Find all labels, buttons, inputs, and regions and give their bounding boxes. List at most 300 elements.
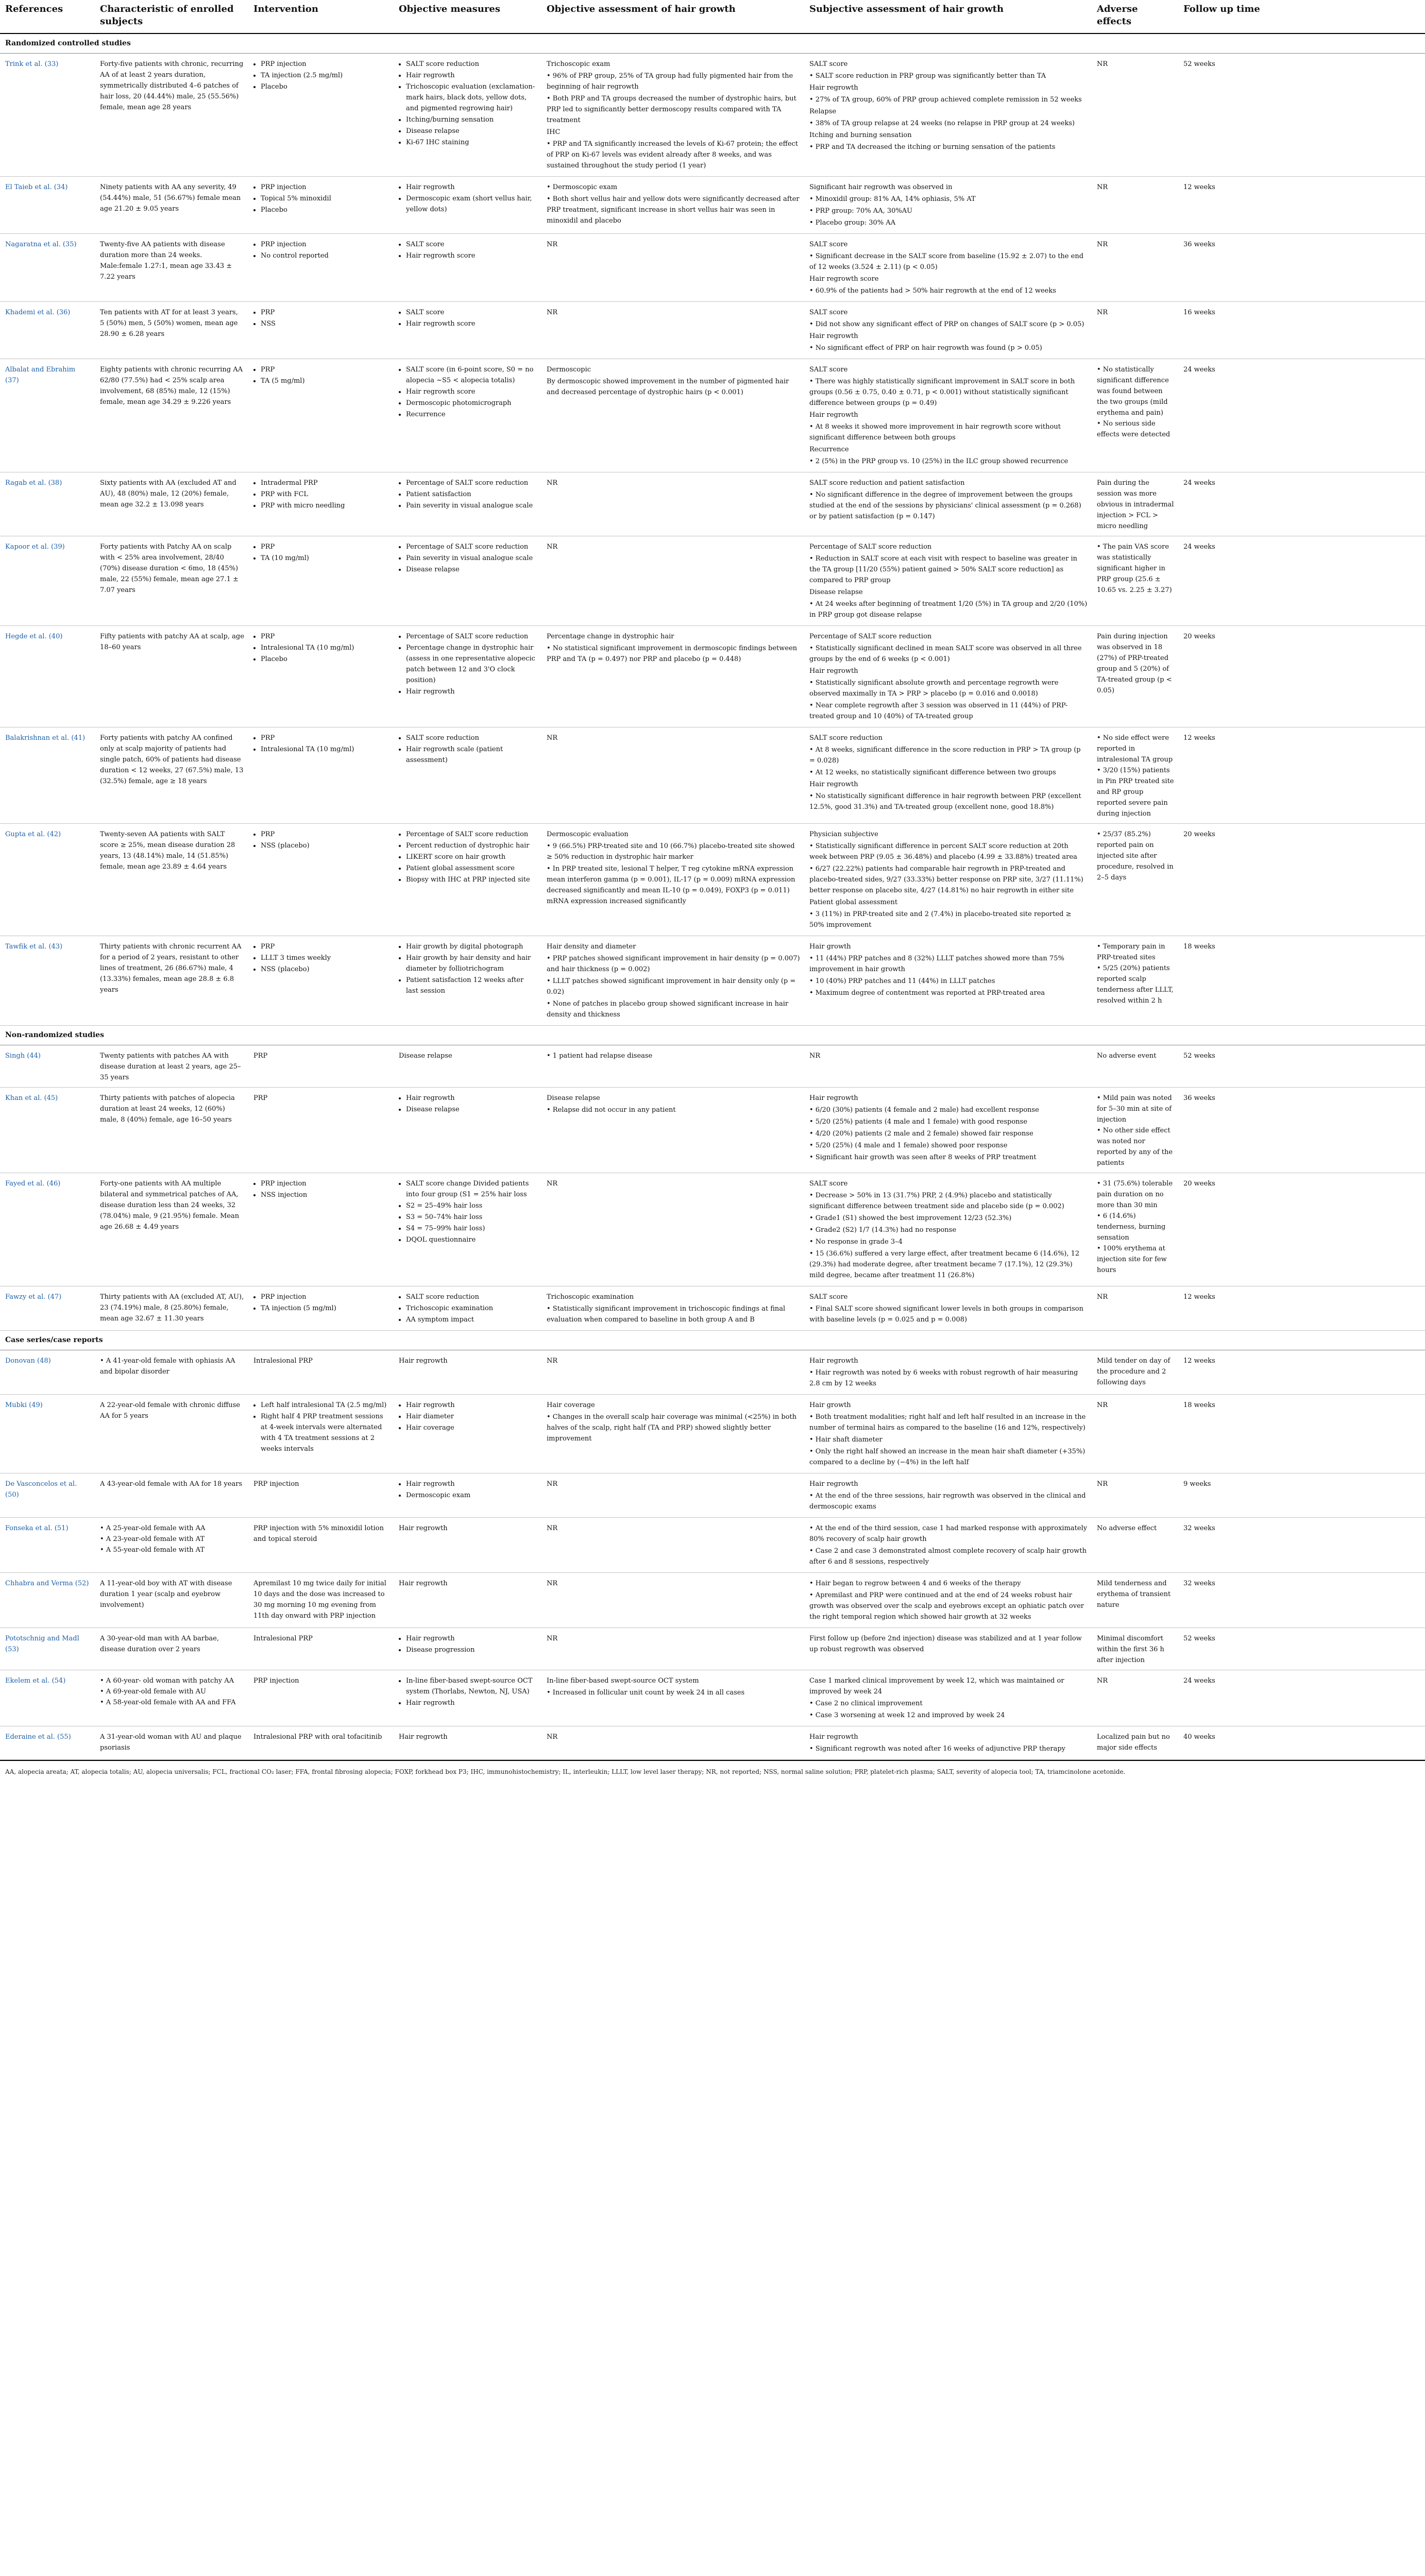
cell-intervention-item: • Left half intralesional TA (2.5 mg/ml) — [261, 1400, 389, 1411]
cell-objective-assessment — [541, 472, 804, 536]
cell-intervention-item: • Placebo — [261, 81, 389, 92]
cell-intervention — [248, 359, 394, 472]
cell-objective-measures-item: • Percentage change in dystrophic hair (assess in one representative alopecic patch between 12 and 3'O clock position) — [406, 642, 537, 686]
cell-intervention-item: • NSS (placebo) — [261, 964, 389, 975]
cell-intervention — [248, 1350, 394, 1395]
cell-objective-measures-list — [399, 478, 537, 511]
header-references: References — [0, 0, 95, 33]
cell-intervention-item: • NSS injection — [261, 1190, 389, 1200]
table-row — [0, 1395, 1425, 1473]
cell-intervention-list — [253, 478, 389, 511]
cell-objective-assessment — [541, 302, 804, 359]
cell-objective-measures-item: • Hair regrowth scale (patient assessment) — [406, 744, 537, 766]
cell-intervention-item: • PRP with micro needling — [261, 500, 389, 511]
cell-objective-measures — [394, 824, 541, 936]
cell-intervention-line: PRP injection — [253, 1480, 299, 1488]
cell-objective-assessment — [541, 234, 804, 302]
header-subjective-assessment: Subjective assessment of hair growth — [804, 0, 1092, 33]
table-footnote: AA, alopecia areata; AT, alopecia totalis; AU, alopecia universalis; FCL, fractional CO₂ laser; FFA, frontal fibrosing alopecia; FOXP, forkhead box P3; IHC, immunohistochemistry; IL, interleukin; LLLT, low level laser therapy; NR, not reported; NSS, normal saline solution; PRP, platelet-rich plasma; SALT, severity of alopecia tool; TA, triamcinolone acetonide. — [0, 1760, 1425, 1783]
cell-objective-assessment-line: • LLLT patches showed significant improvement in hair density only (p = 0.02) — [547, 977, 796, 996]
cell-adverse-effects: NR — [1092, 177, 1178, 234]
cell-reference: Ragab et al. (38) — [0, 472, 95, 536]
cell-reference: Fawzy et al. (47) — [0, 1286, 95, 1331]
cell-subjects: Ten patients with AT for at least 3 years, 5 (50%) men, 5 (50%) women, mean age 28.90 ± 6.28 years — [95, 302, 248, 359]
cell-objective-measures — [394, 359, 541, 472]
cell-objective-assessment-line: • In PRP treated site, lesional T helper, T reg cytokine mRNA expression mean interferon gamma (p = 0.001), IL-17 (p = 0.009) mRNA expression decreased significantly and mean IL-10 (p = 0.049), FOXP3 (p = 0.011) mRNA expression increased significantly — [547, 865, 795, 905]
cell-adverse-effects: • Temporary pain in PRP-treated sites • 5/25 (20%) patients reported scalp tenderness after LLLT, resolved within 2 h — [1092, 936, 1178, 1026]
cell-adverse-effects: • Mild pain was noted for 5–30 min at site of injection • No other side effect was noted nor reported by any of the patients — [1092, 1088, 1178, 1173]
cell-adverse-effects: NR — [1092, 1395, 1178, 1473]
cell-reference: Singh (44) — [0, 1045, 95, 1088]
cell-intervention-item: • LLLT 3 times weekly — [261, 953, 389, 963]
cell-objective-measures-item: • SALT score reduction — [406, 733, 537, 743]
cell-subjective-assessment-line: • 11 (44%) PRP patches and 8 (32%) LLLT patches showed more than 75% improvement in hair growth — [809, 955, 1064, 973]
cell-subjective-assessment-line: SALT score — [809, 366, 848, 374]
cell-adverse-effects: NR — [1092, 1286, 1178, 1331]
cell-objective-measures — [394, 1473, 541, 1518]
cell-objective-measures-line: Disease relapse — [399, 1052, 452, 1060]
cell-subjective-assessment-line: • Only the right half showed an increase in the mean hair shaft diameter (+35%) compared to a decline by (−4%) in the left half — [809, 1448, 1085, 1466]
cell-objective-measures-item: • Hair diameter — [406, 1411, 537, 1422]
cell-intervention — [248, 536, 394, 626]
cell-subjective-assessment-line: SALT score reduction — [809, 734, 883, 742]
cell-objective-measures-list — [399, 829, 537, 885]
cell-objective-assessment-line: Trichoscopic examination — [547, 1293, 634, 1301]
cell-adverse-effects: NR — [1092, 234, 1178, 302]
cell-objective-measures-list — [399, 941, 537, 996]
cell-objective-assessment-line: NR — [547, 479, 558, 487]
cell-objective-measures-item: • Hair regrowth — [406, 1400, 537, 1411]
section-row — [0, 1026, 1425, 1045]
header-adverse-effects: Adverse effects — [1092, 0, 1178, 33]
cell-subjective-assessment-line: Hair regrowth — [809, 1357, 858, 1365]
cell-follow-up: 52 weeks — [1178, 54, 1425, 177]
cell-objective-measures-list — [399, 59, 537, 148]
cell-objective-assessment-line: Disease relapse — [547, 1094, 600, 1102]
cell-subjective-assessment-line: • 5/20 (25%) (4 male and 1 female) showed poor response — [809, 1142, 1008, 1149]
table-row — [0, 1670, 1425, 1726]
cell-intervention — [248, 302, 394, 359]
cell-objective-measures-item: • S4 = 75–99% hair loss) — [406, 1223, 537, 1234]
cell-objective-measures-list — [399, 182, 537, 215]
cell-intervention — [248, 1045, 394, 1088]
cell-objective-measures-item: • Percent reduction of dystrophic hair — [406, 840, 537, 851]
cell-objective-measures — [394, 1518, 541, 1573]
cell-objective-measures-item: • Percentage of SALT score reduction — [406, 478, 537, 488]
cell-intervention-list — [253, 182, 389, 215]
cell-objective-assessment-line: NR — [547, 1524, 558, 1532]
cell-objective-measures-list — [399, 239, 537, 261]
cell-subjective-assessment-line: • At the end of the third session, case 1 had marked response with approximately 80% recovery of scalp hair growth — [809, 1524, 1088, 1543]
cell-reference: Ekelem et al. (54) — [0, 1670, 95, 1726]
cell-objective-assessment-line: • Both PRP and TA groups decreased the number of dystrophic hairs, but PRP led to significantly better dermoscopy results compared with TA treatment — [547, 95, 796, 124]
cell-objective-assessment-line: NR — [547, 543, 558, 551]
cell-subjective-assessment — [804, 626, 1092, 727]
cell-intervention-item: • PRP — [261, 733, 389, 743]
cell-intervention — [248, 177, 394, 234]
cell-subjective-assessment-line: • Near complete regrowth after 3 session was observed in 11 (44%) of PRP-treated group and 10 (40%) of TA-treated group — [809, 702, 1068, 720]
cell-objective-measures-list — [399, 631, 537, 697]
cell-objective-measures-item: • Hair regrowth — [406, 686, 537, 697]
header-follow-up: Follow up time — [1178, 0, 1425, 33]
cell-subjective-assessment — [804, 727, 1092, 824]
cell-subjective-assessment-line: • Statistically significant declined in mean SALT score was observed in all three groups by the end of 6 weeks (p < 0.001) — [809, 645, 1082, 663]
cell-subjects: Thirty patients with AA (excluded AT, AU), 23 (74.19%) male, 8 (25.80%) female, mean age 32.67 ± 11.30 years — [95, 1286, 248, 1331]
cell-subjective-assessment-line: • Hair shaft diameter — [809, 1436, 883, 1444]
cell-subjective-assessment-line: • 15 (36.6%) suffered a very large effect, after treatment became 6 (14.6%), 12 (29.3%) had moderate degree, after treatment became 7 (17.1%), 12 (29.3%) mild degree, became after treatment 11 (26.8%) — [809, 1250, 1080, 1279]
cell-adverse-effects: Localized pain but no major side effects — [1092, 1726, 1178, 1760]
cell-objective-measures-item: • Percentage of SALT score reduction — [406, 631, 537, 642]
cell-reference: Pototschnig and Madl (53) — [0, 1628, 95, 1670]
cell-subjective-assessment-line: Percentage of SALT score reduction — [809, 633, 932, 640]
cell-objective-assessment-line: NR — [547, 1733, 558, 1741]
cell-objective-assessment-line: • 1 patient had relapse disease — [547, 1052, 653, 1060]
cell-intervention — [248, 54, 394, 177]
cell-follow-up: 24 weeks — [1178, 1670, 1425, 1726]
cell-objective-assessment — [541, 1045, 804, 1088]
cell-subjective-assessment — [804, 536, 1092, 626]
cell-intervention — [248, 1518, 394, 1573]
cell-objective-measures-item: • Patient satisfaction — [406, 489, 537, 500]
cell-objective-measures-item: • Percentage of SALT score reduction — [406, 829, 537, 840]
cell-objective-assessment — [541, 1518, 804, 1573]
cell-follow-up: 24 weeks — [1178, 536, 1425, 626]
cell-objective-assessment-line: NR — [547, 309, 558, 316]
cell-objective-measures — [394, 177, 541, 234]
cell-objective-measures — [394, 1670, 541, 1726]
cell-reference: Mubki (49) — [0, 1395, 95, 1473]
cell-subjects: Sixty patients with AA (excluded AT and AU), 48 (80%) male, 12 (20%) female, mean age 32.2 ± 13.098 years — [95, 472, 248, 536]
cell-subjective-assessment-line: • At 8 weeks, significant difference in the score reduction in PRP > TA group (p = 0.028) — [809, 746, 1081, 765]
cell-subjective-assessment-line: • Hair began to regrow between 4 and 6 weeks of the therapy — [809, 1580, 1021, 1587]
cell-objective-measures-item: • Hair regrowth — [406, 1093, 537, 1104]
cell-subjects: A 31-year-old woman with AU and plaque psoriasis — [95, 1726, 248, 1760]
section-label: Randomized controlled studies — [0, 33, 1425, 54]
cell-objective-assessment — [541, 626, 804, 727]
cell-objective-measures-item: • Hair regrowth — [406, 1698, 537, 1708]
cell-objective-measures-item: • Hair coverage — [406, 1422, 537, 1433]
cell-adverse-effects: • 25/37 (85.2%) reported pain on injected site after procedure, resolved in 2–5 days — [1092, 824, 1178, 936]
cell-objective-measures-item: • Hair growth by hair density and hair diameter by folliotrichogram — [406, 953, 537, 974]
cell-subjects: Thirty patients with patches of alopecia duration at least 24 weeks, 12 (60%) male, 8 (40%) female, age 16–50 years — [95, 1088, 248, 1173]
cell-objective-measures-item: • Hair regrowth score — [406, 318, 537, 329]
cell-objective-assessment-line: NR — [547, 1180, 558, 1188]
cell-subjective-assessment-line: Physician subjective — [809, 831, 878, 838]
cell-subjective-assessment — [804, 1518, 1092, 1573]
cell-objective-measures-item: • SALT score (in 6-point score, S0 = no alopecia ~S5 < alopecia totalis) — [406, 364, 537, 386]
cell-intervention-item: • Right half 4 PRP treatment sessions at 4-week intervals were alternated with 4 TA treatment sessions at 2 weeks intervals — [261, 1411, 389, 1454]
cell-subjective-assessment-line: Itching and burning sensation — [809, 131, 912, 139]
cell-subjective-assessment — [804, 1573, 1092, 1628]
cell-subjects: Forty-five patients with chronic, recurring AA of at least 2 years duration, symmetrically distributed 4–6 patches of hair loss, 20 (44.44%) male, 25 (55.56%) female, mean age 28 years — [95, 54, 248, 177]
cell-objective-assessment-line: • Relapse did not occur in any patient — [547, 1106, 676, 1114]
cell-objective-assessment-line: Hair coverage — [547, 1401, 595, 1409]
cell-objective-assessment-line: Percentage change in dystrophic hair — [547, 633, 674, 640]
cell-objective-measures-item: • SALT score change Divided patients into four group (S1 = 25% hair loss — [406, 1178, 537, 1200]
cell-objective-assessment-line: Dermoscopic evaluation — [547, 831, 629, 838]
section-label: Non-randomized studies — [0, 1026, 1425, 1045]
cell-subjective-assessment-line: SALT score — [809, 309, 848, 316]
cell-subjective-assessment — [804, 936, 1092, 1026]
cell-subjective-assessment-line: Hair regrowth score — [809, 275, 879, 283]
cell-objective-measures-item: • Hair regrowth — [406, 1633, 537, 1644]
cell-objective-measures — [394, 536, 541, 626]
cell-objective-measures-item: • Pain severity in visual analogue scale — [406, 553, 537, 564]
table-row — [0, 54, 1425, 177]
cell-reference: Fayed et al. (46) — [0, 1173, 95, 1286]
cell-intervention-line: PRP injection — [253, 1677, 299, 1685]
cell-intervention-item: • PRP with FCL — [261, 489, 389, 500]
cell-follow-up: 16 weeks — [1178, 302, 1425, 359]
cell-subjective-assessment-line: Hair regrowth — [809, 781, 858, 788]
cell-objective-assessment — [541, 1173, 804, 1286]
cell-subjects: A 30-year-old man with AA barbae, disease duration over 2 years — [95, 1628, 248, 1670]
cell-objective-measures-list — [399, 1292, 537, 1325]
cell-intervention-list — [253, 941, 389, 975]
cell-intervention — [248, 1395, 394, 1473]
table-row — [0, 626, 1425, 727]
cell-subjects: A 22-year-old female with chronic diffuse AA for 5 years — [95, 1395, 248, 1473]
cell-objective-assessment — [541, 1726, 804, 1760]
cell-subjective-assessment-line: • No significant difference in the degree of improvement between the groups studied at the end of the sessions by physicians' clinical assessment (p = 0.268) or by patient satisfaction (p = 0.147) — [809, 491, 1081, 520]
cell-subjective-assessment-line: • Case 2 no clinical improvement — [809, 1700, 923, 1707]
cell-subjective-assessment-line: • Case 3 worsening at week 12 and improved by week 24 — [809, 1711, 1005, 1719]
cell-objective-measures-item: • Hair regrowth score — [406, 250, 537, 261]
cell-follow-up: 36 weeks — [1178, 234, 1425, 302]
table-row — [0, 234, 1425, 302]
cell-subjective-assessment-line: • Maximum degree of contentment was reported at PRP-treated area — [809, 989, 1045, 997]
cell-objective-measures-list — [399, 364, 537, 420]
cell-follow-up: 12 weeks — [1178, 1286, 1425, 1331]
cell-intervention-item: • TA injection (2.5 mg/ml) — [261, 70, 389, 81]
cell-objective-measures-item: • SALT score — [406, 307, 537, 318]
cell-objective-measures-item: • S2 = 25–49% hair loss — [406, 1200, 537, 1211]
cell-objective-measures-list — [399, 1633, 537, 1655]
cell-objective-assessment-line: NR — [547, 1635, 558, 1642]
cell-subjective-assessment-line: • 2 (5%) in the PRP group vs. 10 (25%) in the ILC group showed recurrence — [809, 457, 1068, 465]
cell-objective-assessment-line: NR — [547, 1357, 558, 1365]
table-row — [0, 1088, 1425, 1173]
table-row — [0, 1473, 1425, 1518]
cell-objective-assessment-line: • Changes in the overall scalp hair coverage was minimal (<25%) in both halves of the scalp, right half (TA and PRP) showed slightly better improvement — [547, 1413, 797, 1443]
cell-intervention — [248, 472, 394, 536]
cell-follow-up: 40 weeks — [1178, 1726, 1425, 1760]
cell-objective-assessment-line: NR — [547, 734, 558, 742]
table-body — [0, 33, 1425, 1760]
cell-subjective-assessment-line: • No response in grade 3–4 — [809, 1238, 903, 1246]
cell-intervention-line: Intralesional PRP — [253, 1635, 313, 1642]
cell-follow-up: 12 weeks — [1178, 727, 1425, 824]
cell-reference: Albalat and Ebrahim (37) — [0, 359, 95, 472]
cell-subjective-assessment-line: • PRP and TA decreased the itching or burning sensation of the patients — [809, 143, 1056, 151]
cell-intervention — [248, 1573, 394, 1628]
cell-objective-assessment-line: NR — [547, 241, 558, 248]
cell-objective-assessment-line: • Dermoscopic exam — [547, 183, 618, 191]
cell-objective-assessment-line: • Both short vellus hair and yellow dots were significantly decreased after PRP treatment, significant increase in short vellus hair was seen in minoxidil and placebo — [547, 195, 800, 225]
cell-adverse-effects: Mild tenderness and erythema of transient nature — [1092, 1573, 1178, 1628]
cell-objective-measures — [394, 1088, 541, 1173]
table-row — [0, 824, 1425, 936]
cell-adverse-effects: No adverse event — [1092, 1045, 1178, 1088]
cell-intervention-list — [253, 59, 389, 92]
cell-intervention-list — [253, 307, 389, 329]
cell-objective-measures — [394, 626, 541, 727]
cell-objective-assessment — [541, 1395, 804, 1473]
cell-reference: Balakrishnan et al. (41) — [0, 727, 95, 824]
cell-objective-measures-item: • Patient global assessment score — [406, 863, 537, 874]
cell-objective-measures — [394, 54, 541, 177]
cell-intervention-item: • Intradermal PRP — [261, 478, 389, 488]
cell-subjective-assessment-line: Significant hair regrowth was observed in — [809, 183, 953, 191]
cell-adverse-effects: • No statistically significant difference was found between the two groups (mild erythema and pain) • No serious side effects were detected — [1092, 359, 1178, 472]
cell-reference: Chhabra and Verma (52) — [0, 1573, 95, 1628]
table-row — [0, 1045, 1425, 1088]
cell-subjective-assessment-line: Case 1 marked clinical improvement by week 12, which was maintained or improved by week 24 — [809, 1677, 1064, 1696]
cell-objective-measures — [394, 1628, 541, 1670]
cell-objective-measures-item: • DQOL questionnaire — [406, 1234, 537, 1245]
cell-intervention — [248, 1628, 394, 1670]
table-row — [0, 1286, 1425, 1331]
cell-objective-measures-item: • Pain severity in visual analogue scale — [406, 500, 537, 511]
cell-intervention-list — [253, 239, 389, 261]
cell-subjective-assessment — [804, 1628, 1092, 1670]
cell-objective-measures-list — [399, 541, 537, 575]
cell-objective-measures — [394, 1726, 541, 1760]
cell-objective-measures-item: • Biopsy with IHC at PRP injected site — [406, 874, 537, 885]
cell-intervention-list — [253, 733, 389, 755]
header-subjects: Characteristic of enrolled subjects — [95, 0, 248, 33]
cell-intervention-line: PRP — [253, 1094, 268, 1102]
cell-reference: Trink et al. (33) — [0, 54, 95, 177]
cell-intervention-line: PRP injection with 5% minoxidil lotion and topical steroid — [253, 1524, 384, 1543]
cell-subjective-assessment-line: • No significant effect of PRP on hair regrowth was found (p > 0.05) — [809, 344, 1042, 352]
cell-intervention-line: Apremilast 10 mg twice daily for initial 10 days and the dose was increased to 30 mg morning 10 mg evening from 11th day onward with PRP injection — [253, 1580, 386, 1620]
cell-objective-assessment — [541, 824, 804, 936]
cell-intervention-list — [253, 541, 389, 564]
cell-reference: Fonseka et al. (51) — [0, 1518, 95, 1573]
cell-objective-assessment-line: • Statistically significant improvement in trichoscopic findings at final evaluation when compared to baseline in both group A and B — [547, 1305, 786, 1324]
table-row — [0, 177, 1425, 234]
cell-follow-up: 12 weeks — [1178, 177, 1425, 234]
cell-reference: Nagaratna et al. (35) — [0, 234, 95, 302]
table-row — [0, 1628, 1425, 1670]
cell-adverse-effects: • No side effect were reported in intralesional TA group • 3/20 (15%) patients in Pin PRP treated site and RP group reported severe pain during injection — [1092, 727, 1178, 824]
cell-subjective-assessment-line: • Reduction in SALT score at each visit with respect to baseline was greater in the TA group [11/20 (55%) patient gained > 50% SALT score reduction] as compared to PRP group — [809, 555, 1077, 584]
cell-follow-up: 20 weeks — [1178, 626, 1425, 727]
cell-subjective-assessment-line: • SALT score reduction in PRP group was significantly better than TA — [809, 72, 1046, 80]
cell-subjective-assessment-line: • Statistically significant difference in percent SALT score reduction at 20th week between PRP (9.05 ± 36.48%) and placebo (4.99 ± 33.88%) treated area — [809, 842, 1077, 861]
cell-subjective-assessment — [804, 302, 1092, 359]
cell-intervention-item: • PRP injection — [261, 1292, 389, 1302]
cell-subjective-assessment-line: • Decrease > 50% in 13 (31.7%) PRP, 2 (4.9%) placebo and statistically significant difference between treatment side and placebo side (p = 0.002) — [809, 1192, 1064, 1210]
cell-objective-measures — [394, 1173, 541, 1286]
cell-intervention — [248, 234, 394, 302]
cell-subjective-assessment-line: • 60.9% of the patients had > 50% hair regrowth at the end of 12 weeks — [809, 287, 1056, 295]
cell-objective-measures — [394, 1350, 541, 1395]
cell-subjective-assessment-line: • There was highly statistically significant improvement in SALT score in both groups (0.56 ± 0.75, 0.40 ± 0.71, p < 0.001) without statistically significant difference between groups (p = 0.49) — [809, 378, 1075, 407]
cell-subjective-assessment — [804, 54, 1092, 177]
cell-adverse-effects: Pain during injection was observed in 18 (27%) of PRP-treated group and 5 (20%) of TA-treated group (p < 0.05) — [1092, 626, 1178, 727]
table-row — [0, 302, 1425, 359]
cell-subjective-assessment-line: • PRP group: 70% AA, 30%AU — [809, 207, 913, 215]
cell-subjective-assessment-line: • Minoxidil group: 81% AA, 14% ophiasis, 5% AT — [809, 195, 976, 203]
cell-adverse-effects: Pain during the session was more obvious in intradermal injection > FCL > micro needling — [1092, 472, 1178, 536]
cell-objective-measures-item: • Disease relapse — [406, 1104, 537, 1115]
cell-subjects: Thirty patients with chronic recurrent AA for a period of 2 years, resistant to other lines of treatment, 26 (86.67%) male, 4 (13.33%) females, mean age 28.8 ± 6.8 years — [95, 936, 248, 1026]
cell-subjective-assessment-line: • Case 2 and case 3 demonstrated almost complete recovery of scalp hair growth after 6 and 8 sessions, respectively — [809, 1547, 1087, 1566]
cell-subjective-assessment-line: • 10 (40%) PRP patches and 11 (44%) in LLLT patches — [809, 977, 995, 985]
cell-objective-assessment — [541, 536, 804, 626]
cell-intervention-item: • Intralesional TA (10 mg/ml) — [261, 642, 389, 653]
cell-subjective-assessment-line: • 3 (11%) in PRP-treated site and 2 (7.4%) in placebo-treated site reported ≥ 50% improvement — [809, 910, 1072, 929]
cell-objective-assessment-line: NR — [547, 1480, 558, 1488]
cell-subjective-assessment-line: NR — [809, 1052, 821, 1060]
cell-objective-assessment — [541, 359, 804, 472]
cell-intervention — [248, 936, 394, 1026]
cell-objective-measures-item: • Percentage of SALT score reduction — [406, 541, 537, 552]
cell-intervention-item: • Placebo — [261, 654, 389, 665]
cell-subjective-assessment — [804, 1088, 1092, 1173]
cell-objective-assessment-line: Hair density and diameter — [547, 943, 636, 951]
cell-subjects: Fifty patients with patchy AA at scalp, age 18–60 years — [95, 626, 248, 727]
cell-subjective-assessment-line: Hair regrowth — [809, 332, 858, 340]
cell-intervention-line: PRP — [253, 1052, 268, 1060]
cell-adverse-effects: NR — [1092, 302, 1178, 359]
table-row — [0, 1726, 1425, 1760]
cell-intervention-item: • NSS — [261, 318, 389, 329]
cell-follow-up: 24 weeks — [1178, 359, 1425, 472]
cell-intervention — [248, 1670, 394, 1726]
cell-intervention-item: • Topical 5% minoxidil — [261, 193, 389, 204]
cell-objective-measures-list — [399, 1479, 537, 1501]
cell-objective-assessment — [541, 1573, 804, 1628]
cell-objective-assessment-line: • 9 (66.5%) PRP-treated site and 10 (66.7%) placebo-treated site showed ≥ 50% reduction in dystrophic hair marker — [547, 842, 795, 861]
cell-objective-measures-item: • Trichoscopic examination — [406, 1303, 537, 1314]
cell-objective-measures — [394, 472, 541, 536]
cell-intervention-item: • PRP — [261, 631, 389, 642]
table-header — [0, 0, 1425, 33]
cell-subjective-assessment-line: • At the end of the three sessions, hair regrowth was observed in the clinical and dermoscopic exams — [809, 1492, 1086, 1511]
cell-objective-measures-list — [399, 1093, 537, 1115]
cell-subjects: Twenty-five AA patients with disease duration more than 24 weeks. Male:female 1.27:1, mean age 33.43 ± 7.22 years — [95, 234, 248, 302]
cell-objective-measures — [394, 234, 541, 302]
cell-objective-measures-list — [399, 1675, 537, 1708]
cell-intervention-item: • Intralesional TA (10 mg/ml) — [261, 744, 389, 755]
cell-follow-up: 9 weeks — [1178, 1473, 1425, 1518]
cell-intervention-item: • TA (5 mg/ml) — [261, 376, 389, 386]
cell-objective-measures-item: • Itching/burning sensation — [406, 114, 537, 125]
cell-subjects: Twenty-seven AA patients with SALT score ≥ 25%, mean disease duration 28 years, 13 (48.14%) male, 14 (51.85%) female, mean age 23.89 ± 4.64 years — [95, 824, 248, 936]
cell-objective-assessment-line: In-line fiber-based swept-source OCT system — [547, 1677, 699, 1685]
cell-subjective-assessment-line: • Significant hair growth was seen after 8 weeks of PRP treatment — [809, 1154, 1037, 1161]
cell-objective-measures-item: • Dermoscopic exam (short vellus hair, yellow dots) — [406, 193, 537, 215]
cell-objective-measures — [394, 302, 541, 359]
cell-intervention-list — [253, 829, 389, 851]
cell-objective-measures-item: • Disease progression — [406, 1645, 537, 1655]
cell-subjective-assessment-line: • At 8 weeks it showed more improvement in hair regrowth score without significant difference between both groups — [809, 423, 1061, 442]
cell-adverse-effects: Mild tender on day of the procedure and 2 following days — [1092, 1350, 1178, 1395]
cell-subjective-assessment-line: • 5/20 (25%) patients (4 male and 1 female) with good response — [809, 1118, 1027, 1126]
table-row — [0, 727, 1425, 824]
cell-adverse-effects: • 31 (75.6%) tolerable pain duration on no more than 30 min • 6 (14.6%) tenderness, burning sensation • 100% erythema at injection site for few hours — [1092, 1173, 1178, 1286]
cell-follow-up: 36 weeks — [1178, 1088, 1425, 1173]
cell-follow-up: 52 weeks — [1178, 1628, 1425, 1670]
section-label: Case series/case reports — [0, 1331, 1425, 1350]
cell-objective-assessment-line: • No statistical significant improvement in dermoscopic findings between PRP and TA (p = 0.497) nor PRP and placebo (p = 0.448) — [547, 645, 798, 663]
cell-subjective-assessment-line: Hair regrowth — [809, 1480, 858, 1488]
cell-objective-measures-item: • Recurrence — [406, 409, 537, 420]
cell-objective-measures-item: • Hair regrowth — [406, 70, 537, 81]
